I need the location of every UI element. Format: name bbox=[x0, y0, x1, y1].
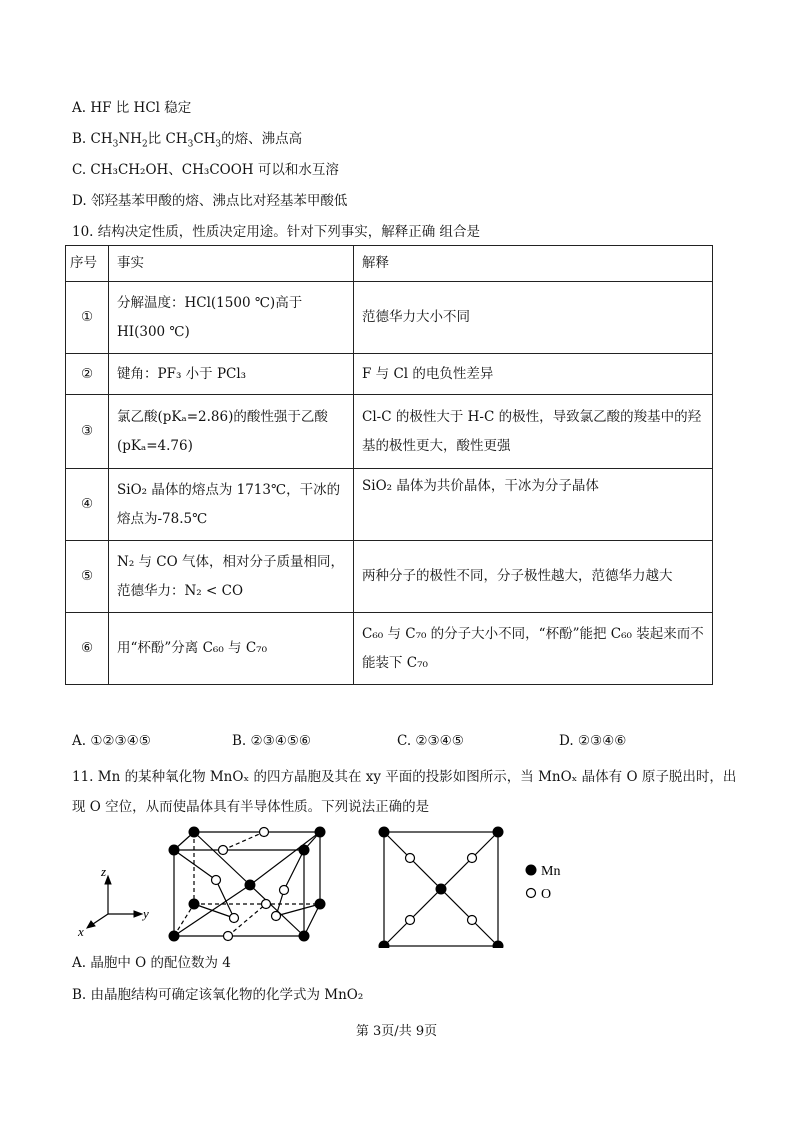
table-row bbox=[66, 613, 713, 685]
q10-option-d: D. ②③④⑥ bbox=[559, 733, 627, 749]
q11-option-b: B. 由晶胞结构可确定该氧化物的化学式为 MnO₂ bbox=[72, 987, 364, 1003]
row-fact: SiO₂ 晶体的熔点为 1713℃，干冰的熔点为-78.5℃ bbox=[109, 469, 354, 541]
table-row bbox=[66, 469, 713, 541]
legend-mn-label: Mn bbox=[541, 864, 561, 879]
q10-table bbox=[65, 245, 713, 685]
row-no: ⑥ bbox=[66, 613, 109, 685]
axis-z-label: z bbox=[100, 864, 106, 879]
page-footer: 第 3页/共 9页 bbox=[355, 1024, 438, 1039]
q9-option-a: A. HF 比 HCl 稳定 bbox=[72, 100, 192, 116]
row-no: ② bbox=[66, 354, 109, 395]
header-no: 序号 bbox=[66, 246, 109, 282]
table-row bbox=[66, 354, 713, 395]
axis-x-label: x bbox=[78, 924, 84, 939]
q11-stem-line2: 现 O 空位，从而使晶体具有半导体性质。下列说法正确的是 bbox=[72, 799, 430, 815]
q9-option-c: C. CH₃CH₂OH、CH₃COOH 可以和水互溶 bbox=[72, 162, 339, 178]
q10-option-a: A. ①②③④⑤ bbox=[72, 733, 151, 749]
q10-option-b: B. ②③④⑤⑥ bbox=[232, 733, 312, 749]
row-no: ① bbox=[66, 282, 109, 354]
row-fact: 氯乙酸(pKₐ=2.86)的酸性强于乙酸(pKₐ=4.76) bbox=[109, 395, 354, 469]
row-fact: 用“杯酚”分离 C₆₀ 与 C₇₀ bbox=[109, 613, 354, 685]
row-no: ③ bbox=[66, 395, 109, 469]
legend-o-icon bbox=[527, 889, 536, 898]
row-explain: Cl-C 的极性大于 H-C 的极性，导致氯乙酸的羧基中的羟基的极性更大，酸性更强 bbox=[354, 395, 713, 469]
crystal-figure bbox=[70, 818, 570, 948]
legend-o-label: O bbox=[541, 887, 552, 902]
q11-stem-line1: 11. Mn 的某种氧化物 MnOₓ 的四方晶胞及其在 xy 平面的投影如图所示，当 MnOₓ 晶体有 O 原子脱出时，出 bbox=[72, 769, 737, 785]
q10-stem: 10. 结构决定性质，性质决定用途。针对下列事实，解释正确 组合是 bbox=[72, 224, 481, 240]
legend-mn-icon bbox=[526, 865, 537, 876]
row-explain: F 与 Cl 的电负性差异 bbox=[354, 354, 713, 395]
table-row bbox=[66, 282, 713, 354]
row-fact: 键角：PF₃ 小于 PCl₃ bbox=[109, 354, 354, 395]
row-explain: 范德华力大小不同 bbox=[354, 282, 713, 354]
q11-option-a: A. 晶胞中 O 的配位数为 4 bbox=[72, 955, 231, 971]
table-row bbox=[66, 395, 713, 469]
header-fact: 事实 bbox=[109, 246, 354, 282]
row-fact: N₂ 与 CO 气体，相对分子质量相同，范德华力：N₂ < CO bbox=[109, 541, 354, 613]
row-fact: 分解温度：HCl(1500 ℃)高于 HI(300 ℃) bbox=[109, 282, 354, 354]
q9-option-b: B. $CH_3NH_2$比 $CH_3CH_3$的熔、沸点高 bbox=[72, 131, 303, 150]
row-explain: 两种分子的极性不同，分子极性越大，范德华力越大 bbox=[354, 541, 713, 613]
header-explain: 解释 bbox=[354, 246, 713, 282]
q9-option-d: D. 邻羟基苯甲酸的熔、沸点比对羟基苯甲酸低 bbox=[72, 193, 348, 209]
row-explain: SiO₂ 晶体为共价晶体，干冰为分子晶体 bbox=[354, 469, 713, 541]
row-explain: C₆₀ 与 C₇₀ 的分子大小不同，“杯酚”能把 C₆₀ 装起来而不能装下 C₇₀ bbox=[354, 613, 713, 685]
axes-icon bbox=[87, 876, 142, 928]
table-row bbox=[66, 541, 713, 613]
table-header-row bbox=[66, 246, 713, 282]
row-no: ⑤ bbox=[66, 541, 109, 613]
axis-y-label: y bbox=[143, 906, 149, 921]
row-no: ④ bbox=[66, 469, 109, 541]
q10-option-c: C. ②③④⑤ bbox=[397, 733, 464, 749]
